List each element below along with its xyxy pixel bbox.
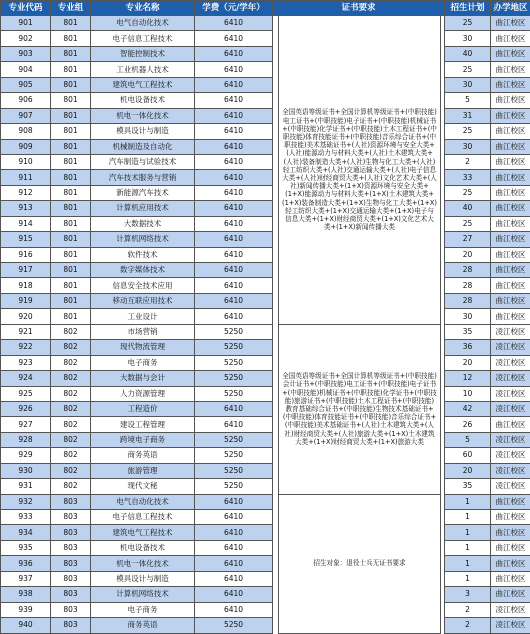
major-name: 电气自动化技术 — [91, 494, 195, 509]
campus: 凌江校区 — [491, 463, 530, 478]
major-name: 现代文秘 — [91, 479, 195, 494]
campus: 曲江校区 — [491, 77, 530, 92]
table-body — [1, 16, 530, 634]
tuition-fee: 5250 — [195, 463, 273, 478]
campus: 曲江校区 — [491, 417, 530, 432]
major-group: 801 — [51, 263, 91, 278]
campus: 曲江校区 — [491, 139, 530, 154]
major-name: 建筑电气工程技术 — [91, 77, 195, 92]
table-row — [1, 556, 530, 571]
major-group: 802 — [51, 355, 91, 370]
major-group: 801 — [51, 62, 91, 77]
tuition-fee: 6410 — [195, 139, 273, 154]
major-name: 移动互联应用技术 — [91, 293, 195, 308]
table-row — [1, 587, 530, 602]
major-name: 机电设备技术 — [91, 93, 195, 108]
table-row — [1, 201, 530, 216]
enrollment-plan: 1 — [445, 556, 491, 571]
major-name: 智能控制技术 — [91, 46, 195, 61]
major-code: 906 — [1, 93, 51, 108]
tuition-fee: 5250 — [195, 371, 273, 386]
campus: 曲江校区 — [491, 154, 530, 169]
major-code: 901 — [1, 16, 51, 31]
enrollment-plan: 5 — [445, 432, 491, 447]
campus: 曲江校区 — [491, 232, 530, 247]
table-row — [1, 355, 530, 370]
enrollment-plan: 30 — [445, 31, 491, 46]
campus: 曲江校区 — [491, 293, 530, 308]
major-name: 工业机器人技术 — [91, 62, 195, 77]
major-code: 908 — [1, 124, 51, 139]
enrollment-plan: 31 — [445, 108, 491, 123]
table-row — [1, 216, 530, 231]
major-code: 912 — [1, 185, 51, 200]
enrollment-plan: 3 — [445, 587, 491, 602]
major-code: 925 — [1, 386, 51, 401]
campus: 凌江校区 — [491, 355, 530, 370]
major-code: 913 — [1, 201, 51, 216]
major-code: 915 — [1, 232, 51, 247]
enrollment-plan: 30 — [445, 139, 491, 154]
tuition-fee: 6410 — [195, 31, 273, 46]
major-name: 新能源汽车技术 — [91, 185, 195, 200]
major-code: 938 — [1, 587, 51, 602]
major-group: 801 — [51, 278, 91, 293]
enrollment-plan: 5 — [445, 93, 491, 108]
major-group: 801 — [51, 31, 91, 46]
table-row — [1, 232, 530, 247]
major-name: 大数据与会计 — [91, 371, 195, 386]
campus: 曲江校区 — [491, 62, 530, 77]
table-row — [1, 448, 530, 463]
table-row — [1, 16, 530, 31]
table-row — [1, 309, 530, 324]
major-code: 921 — [1, 324, 51, 339]
table-row — [1, 62, 530, 77]
campus: 曲江校区 — [491, 263, 530, 278]
major-code: 922 — [1, 340, 51, 355]
table-row — [1, 170, 530, 185]
major-name: 电子信息工程技术 — [91, 510, 195, 525]
campus: 凌江校区 — [491, 371, 530, 386]
tuition-fee: 6410 — [195, 510, 273, 525]
campus: 曲江校区 — [491, 46, 530, 61]
campus: 曲江校区 — [491, 556, 530, 571]
enrollment-plan: 12 — [445, 371, 491, 386]
tuition-fee: 6410 — [195, 556, 273, 571]
enrollment-plan: 28 — [445, 293, 491, 308]
header-cert: 证书要求 — [273, 1, 445, 16]
tuition-fee: 6410 — [195, 293, 273, 308]
major-group: 802 — [51, 386, 91, 401]
major-name: 模具设计与制造 — [91, 571, 195, 586]
campus: 凌江校区 — [491, 386, 530, 401]
table-row — [1, 432, 530, 447]
campus: 曲江校区 — [491, 525, 530, 540]
table-row — [1, 293, 530, 308]
major-name: 旅游管理 — [91, 463, 195, 478]
major-name: 大数据技术 — [91, 216, 195, 231]
tuition-fee: 5250 — [195, 386, 273, 401]
tuition-fee: 6410 — [195, 247, 273, 262]
major-code: 923 — [1, 355, 51, 370]
major-group: 801 — [51, 154, 91, 169]
enrollment-plan: 25 — [445, 185, 491, 200]
enrollment-plan: 30 — [445, 309, 491, 324]
header-code: 专业代码 — [1, 1, 51, 16]
table-row — [1, 31, 530, 46]
major-group: 803 — [51, 510, 91, 525]
major-group: 802 — [51, 479, 91, 494]
table-row — [1, 185, 530, 200]
major-code: 907 — [1, 108, 51, 123]
tuition-fee: 5250 — [195, 340, 273, 355]
major-name: 工程造价 — [91, 401, 195, 416]
tuition-fee: 6410 — [195, 571, 273, 586]
table-row — [1, 371, 530, 386]
major-code: 919 — [1, 293, 51, 308]
major-group: 801 — [51, 139, 91, 154]
major-group: 802 — [51, 340, 91, 355]
major-name: 建设工程管理 — [91, 417, 195, 432]
major-name: 工业设计 — [91, 309, 195, 324]
major-code: 932 — [1, 494, 51, 509]
tuition-fee: 6410 — [195, 154, 273, 169]
major-code: 934 — [1, 525, 51, 540]
tuition-fee: 6410 — [195, 16, 273, 31]
campus: 凌江校区 — [491, 340, 530, 355]
major-group: 802 — [51, 432, 91, 447]
tuition-fee: 6410 — [195, 185, 273, 200]
major-group: 801 — [51, 170, 91, 185]
major-name: 机电设备技术 — [91, 540, 195, 555]
major-name: 跨境电子商务 — [91, 432, 195, 447]
enrollment-plan: 2 — [445, 602, 491, 617]
table-row — [1, 417, 530, 432]
header-campus: 办学地区 — [491, 1, 530, 16]
tuition-fee: 5250 — [195, 324, 273, 339]
major-code: 910 — [1, 154, 51, 169]
table-row — [1, 602, 530, 617]
tuition-fee: 6410 — [195, 232, 273, 247]
major-name: 电子信息工程技术 — [91, 31, 195, 46]
enrollment-plan: 60 — [445, 448, 491, 463]
table-row — [1, 525, 530, 540]
major-name: 机械制造及自动化 — [91, 139, 195, 154]
major-code: 905 — [1, 77, 51, 92]
enrollment-plan: 2 — [445, 618, 491, 633]
enrollment-plan: 25 — [445, 124, 491, 139]
certificate-requirement: 招生对象：退役士兵无证书要求 — [279, 494, 441, 633]
major-name: 汽车技术服务与营销 — [91, 170, 195, 185]
major-group: 801 — [51, 216, 91, 231]
major-name: 电子商务 — [91, 602, 195, 617]
major-code: 903 — [1, 46, 51, 61]
tuition-fee: 5250 — [195, 432, 273, 447]
campus: 凌江校区 — [491, 618, 530, 633]
campus: 曲江校区 — [491, 247, 530, 262]
header-name: 专业名称 — [91, 1, 195, 16]
table-row — [1, 463, 530, 478]
tuition-fee: 6410 — [195, 216, 273, 231]
tuition-fee: 5250 — [195, 618, 273, 633]
enrollment-plan: 35 — [445, 479, 491, 494]
header-plan: 招生计划 — [445, 1, 491, 16]
certificate-requirement: 全国英语等级证书+全国计算机等级证书+(中职技能)电工证书+(中职技能)电子证书+(中职技能)机械证书+(中职技能)化学证书+(中职技能)土木工程证书+(中职技能)体育技能证书+(中职技能)音乐综合证书+(中职技能)美术基础证书+(人社)资源环境与安全大类+(人社)能源动力与材料大类+(人社)土木建筑大类+(人社)装备制造大类+(人社)生物与化工大类+(人社)轻工纺织大类+(人社)交通运输大类+(人社)电子信息大类+(人社)财经商贸大类+(人社)文化艺术大类+(人社)新闻传播大类+(1+X)资源环境与安全大类+(1+X)能源动力与材料大类+(1+X)土木建筑大类+(1+X)装备制造大类+(1+X)生物与化工大类+(1+X)轻工纺织大类+(1+X)交通运输大类+(1+X)电子与信息大类+(1+X)财经商贸大类+(1+X)文化艺术大类+(1+X)新闻传播大类 — [279, 16, 441, 325]
enrollment-plan: 25 — [445, 216, 491, 231]
tuition-fee: 6410 — [195, 201, 273, 216]
major-group: 803 — [51, 494, 91, 509]
tuition-fee: 6410 — [195, 401, 273, 416]
table-row — [1, 540, 530, 555]
enrollment-plan: 20 — [445, 355, 491, 370]
major-group: 802 — [51, 463, 91, 478]
major-code: 927 — [1, 417, 51, 432]
campus: 曲江校区 — [491, 124, 530, 139]
major-code: 918 — [1, 278, 51, 293]
major-group: 802 — [51, 371, 91, 386]
tuition-fee: 6410 — [195, 602, 273, 617]
major-group: 803 — [51, 602, 91, 617]
tuition-fee: 6410 — [195, 62, 273, 77]
table-row — [1, 479, 530, 494]
table-row — [1, 278, 530, 293]
major-name: 电气自动化技术 — [91, 16, 195, 31]
major-group: 803 — [51, 587, 91, 602]
tuition-fee: 5250 — [195, 355, 273, 370]
campus: 曲江校区 — [491, 31, 530, 46]
tuition-fee: 6410 — [195, 494, 273, 509]
campus: 凌江校区 — [491, 448, 530, 463]
header-group: 专业组 — [51, 1, 91, 16]
table-row — [1, 340, 530, 355]
major-name: 电子商务 — [91, 355, 195, 370]
major-name: 机电一体化技术 — [91, 556, 195, 571]
major-code: 926 — [1, 401, 51, 416]
campus: 曲江校区 — [491, 571, 530, 586]
campus: 凌江校区 — [491, 401, 530, 416]
major-group: 802 — [51, 401, 91, 416]
enrollment-plan: 33 — [445, 170, 491, 185]
tuition-fee: 6410 — [195, 170, 273, 185]
major-code: 904 — [1, 62, 51, 77]
major-code: 920 — [1, 309, 51, 324]
tuition-fee: 6410 — [195, 108, 273, 123]
tuition-fee: 6410 — [195, 278, 273, 293]
major-code: 940 — [1, 618, 51, 633]
tuition-fee: 6410 — [195, 309, 273, 324]
tuition-fee: 6410 — [195, 525, 273, 540]
major-group: 801 — [51, 46, 91, 61]
major-group: 801 — [51, 185, 91, 200]
major-code: 930 — [1, 463, 51, 478]
table-row — [1, 154, 530, 169]
campus: 凌江校区 — [491, 432, 530, 447]
major-name: 计算机网络技术 — [91, 587, 195, 602]
table-row — [1, 401, 530, 416]
enrollment-plan: 27 — [445, 232, 491, 247]
major-code: 931 — [1, 479, 51, 494]
header-row — [1, 1, 530, 16]
major-code: 936 — [1, 556, 51, 571]
enrollment-plan: 40 — [445, 201, 491, 216]
major-group: 801 — [51, 309, 91, 324]
major-code: 902 — [1, 31, 51, 46]
major-group: 801 — [51, 124, 91, 139]
campus: 曲江校区 — [491, 93, 530, 108]
tuition-fee: 6410 — [195, 124, 273, 139]
tuition-fee: 5250 — [195, 479, 273, 494]
campus: 曲江校区 — [491, 309, 530, 324]
enrollment-plan: 1 — [445, 494, 491, 509]
major-group: 803 — [51, 525, 91, 540]
major-group: 801 — [51, 232, 91, 247]
major-code: 914 — [1, 216, 51, 231]
table-row — [1, 618, 530, 633]
campus: 曲江校区 — [491, 16, 530, 31]
major-name: 数字媒体技术 — [91, 263, 195, 278]
major-code: 937 — [1, 571, 51, 586]
major-group: 802 — [51, 324, 91, 339]
tuition-fee: 6410 — [195, 417, 273, 432]
major-code: 916 — [1, 247, 51, 262]
table-row — [1, 510, 530, 525]
tuition-fee: 6410 — [195, 263, 273, 278]
table-row — [1, 139, 530, 154]
enrollment-plan: 26 — [445, 417, 491, 432]
campus: 曲江校区 — [491, 587, 530, 602]
campus: 凌江校区 — [491, 602, 530, 617]
enrollment-plan: 35 — [445, 324, 491, 339]
table-row — [1, 93, 530, 108]
tuition-fee: 5250 — [195, 448, 273, 463]
major-code: 924 — [1, 371, 51, 386]
campus: 曲江校区 — [491, 170, 530, 185]
major-code: 911 — [1, 170, 51, 185]
enrollment-plan: 40 — [445, 46, 491, 61]
enrollment-plan: 1 — [445, 525, 491, 540]
major-name: 建筑电气工程技术 — [91, 525, 195, 540]
enrollment-plan: 1 — [445, 571, 491, 586]
major-group: 802 — [51, 417, 91, 432]
campus: 曲江校区 — [491, 108, 530, 123]
tuition-fee: 6410 — [195, 46, 273, 61]
major-name: 商务英语 — [91, 618, 195, 633]
major-group: 803 — [51, 618, 91, 633]
major-name: 计算机网络技术 — [91, 232, 195, 247]
tuition-fee: 6410 — [195, 587, 273, 602]
certificate-requirement: 全国英语等级证书+全国计算机等级证书+(中职技能)会计证书+(中职技能)电工证书+(中职技能)电子证书+(中职技能)机械证书+(中职技能)化学证书+(中职技能)旅游证书+(中职技能)土木工程证书+(中职技能)教育基础综合证书+(中职技能)生物技术基础证书+(中职技能)体育技能证书+(中职技能)音乐综合证书+(中职技能)美术基础证书+(人社)土木建筑大类+(人社)财经商贸大类+(人社)旅游大类+(1+X)土木建筑大类+(1+X)财经商贸大类+(1+X)旅游大类 — [279, 324, 441, 494]
campus: 曲江校区 — [491, 185, 530, 200]
enrollment-plan: 25 — [445, 62, 491, 77]
major-group: 801 — [51, 293, 91, 308]
major-code: 928 — [1, 432, 51, 447]
major-group: 803 — [51, 556, 91, 571]
major-group: 801 — [51, 77, 91, 92]
campus: 凌江校区 — [491, 479, 530, 494]
major-group: 801 — [51, 93, 91, 108]
major-group: 801 — [51, 201, 91, 216]
major-code: 933 — [1, 510, 51, 525]
major-group: 801 — [51, 247, 91, 262]
tuition-fee: 6410 — [195, 93, 273, 108]
campus: 曲江校区 — [491, 510, 530, 525]
enrollment-plan: 30 — [445, 77, 491, 92]
major-group: 803 — [51, 540, 91, 555]
table-row — [1, 263, 530, 278]
enrollment-plan: 10 — [445, 386, 491, 401]
campus: 曲江校区 — [491, 278, 530, 293]
major-name: 现代物流管理 — [91, 340, 195, 355]
enrollment-plan: 1 — [445, 540, 491, 555]
major-name: 商务英语 — [91, 448, 195, 463]
major-name: 信息安全技术应用 — [91, 278, 195, 293]
campus: 曲江校区 — [491, 216, 530, 231]
table-row — [1, 247, 530, 262]
major-name: 模具设计与制造 — [91, 124, 195, 139]
major-name: 机电一体化技术 — [91, 108, 195, 123]
tuition-fee: 6410 — [195, 540, 273, 555]
major-code: 909 — [1, 139, 51, 154]
table-row — [1, 386, 530, 401]
enrollment-plan: 42 — [445, 401, 491, 416]
table-row — [1, 46, 530, 61]
campus: 曲江校区 — [491, 540, 530, 555]
major-group: 803 — [51, 571, 91, 586]
major-name: 软件技术 — [91, 247, 195, 262]
major-code: 917 — [1, 263, 51, 278]
major-code: 929 — [1, 448, 51, 463]
table-row — [1, 324, 530, 339]
table-row — [1, 124, 530, 139]
major-name: 市场营销 — [91, 324, 195, 339]
campus: 曲江校区 — [491, 201, 530, 216]
table-row — [1, 494, 530, 509]
major-name: 人力资源管理 — [91, 386, 195, 401]
header-fee: 学费（元/学年） — [195, 1, 273, 16]
enrollment-plan: 20 — [445, 463, 491, 478]
enrollment-plan: 36 — [445, 340, 491, 355]
tuition-fee: 6410 — [195, 77, 273, 92]
enrollment-plan: 28 — [445, 278, 491, 293]
table-row — [1, 77, 530, 92]
major-code: 939 — [1, 602, 51, 617]
enrollment-plan: 25 — [445, 16, 491, 31]
major-code: 935 — [1, 540, 51, 555]
major-group: 801 — [51, 108, 91, 123]
table-row — [1, 108, 530, 123]
major-group: 801 — [51, 16, 91, 31]
major-group: 802 — [51, 448, 91, 463]
enrollment-plan: 2 — [445, 154, 491, 169]
major-name: 汽车制造与试验技术 — [91, 154, 195, 169]
enrollment-plan: 1 — [445, 510, 491, 525]
campus: 曲江校区 — [491, 494, 530, 509]
enrollment-plan: 28 — [445, 263, 491, 278]
enrollment-plan: 20 — [445, 247, 491, 262]
major-name: 计算机应用技术 — [91, 201, 195, 216]
table-row — [1, 571, 530, 586]
campus: 凌江校区 — [491, 324, 530, 339]
